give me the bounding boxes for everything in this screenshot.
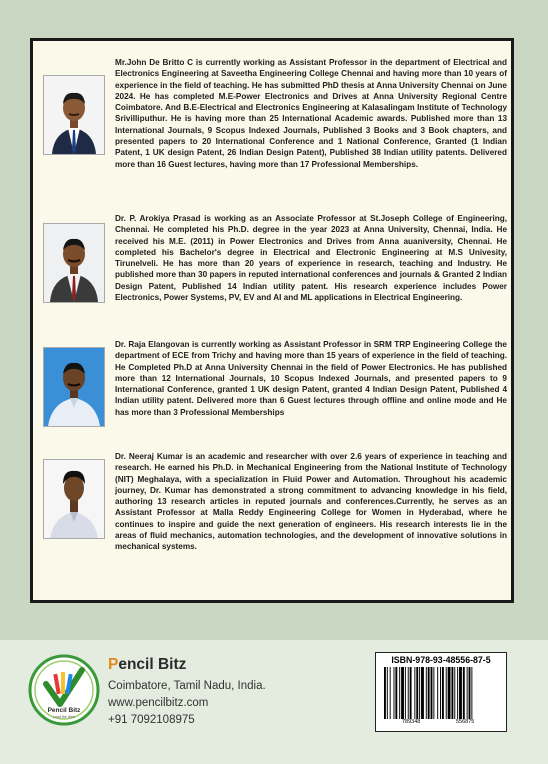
barcode-bar: [437, 667, 438, 719]
author-bio-text: Dr. P. Arokiya Prasad is working as an Associate Professor at St.Joseph College of Engineering, Chennai. He completed his Ph.D. degree in the year 2023 at Anna University, Chennai, India. He received his M.E. (2011) in Power Electronics and Drives from Anna auaniversity, Chennai. He completed his Bachelor's degree in Electrical and Electronic Engineering at M.S Univesity, Tirunelveli. He has more than 20 years of experience in research, teaching and Industry. He published more than 30 papers in reputed international conferences and journals & Granted 2 Indian Design Patent, Published 14 Indian utility patent. His research experience includes Power Electronics, Power Systems, PV, EV and AI and ML applications in Electrical Engineering.: [115, 214, 507, 303]
barcode-bar: [469, 667, 471, 719]
barcode-bars: [384, 667, 500, 719]
barcode-bar: [399, 667, 400, 719]
barcode-bar: [428, 667, 430, 719]
pencil-bitz-logo: [28, 654, 100, 726]
barcode-bar: [459, 667, 462, 719]
barcode-bar: [451, 667, 453, 719]
isbn-barcode: [375, 652, 507, 732]
barcode-bar: [384, 667, 386, 719]
svg-text:Lead the Web: Lead the Web: [53, 715, 75, 719]
publisher-name: [108, 656, 186, 674]
barcode-bar: [426, 667, 427, 719]
barcode-bar: [419, 667, 420, 719]
barcode-bar: [394, 667, 395, 719]
barcode-bar: [448, 667, 451, 719]
author-bio-text: Dr. Raja Elangovan is currently working as Assistant Professor in SRM TRP Engineering College the department of ECE from Trichy and having more than 15 years of experience in the field of teaching. He Completed Ph.D at Anna University Chennai in the field of Power Electronics. He has published more than 12 International Journals, 10 Scopus Indexed Journals, and presented papers to 9 International Conference, granted 1 UK design Patent, granted 4 Indian Design Patent, Published 4 Indian utility patent. Delivered more than 6 Guest lectures through offline and online mode and He has more than 3 Professional Memberships: [115, 340, 507, 417]
author-photo-arokiya-prasad: [43, 223, 105, 303]
barcode-bar: [410, 667, 412, 719]
barcode-bar: [442, 667, 444, 719]
barcode-bar: [414, 667, 415, 719]
isbn-label: ISBN-978-93-48556-87-5: [391, 655, 491, 665]
barcode-bar: [387, 667, 388, 719]
barcode-bar: [433, 667, 434, 719]
svg-text:Pencil Bitz: Pencil Bitz: [47, 707, 81, 714]
barcode-bar: [408, 667, 409, 719]
barcode-bar: [421, 667, 424, 719]
barcode-bar: [467, 667, 468, 719]
barcode-bar: [405, 667, 406, 719]
author-bio-text: Dr. Neeraj Kumar is an academic and researcher with over 2.6 years of experience in teaching and research. He earned his Ph.D. in Mechanical Engineering from the National Institute of Technology (NIT) Meghalaya, with a specialization in Fluid Power and Automation. Throughout his academic journey, Dr. Kumar has demonstrated a strong commitment to advancing knowledge in his field, authoring 13 research articles in reputed journals and conferences.Currently, he serves as an Assistant Professor at Malla Reddy Engineering College for Women in Hyderabad, where he continues to inspire and guide the next generation of engineers. His research interests lie in the areas of fluid mechanics, automation technologies, and the development of innovative solutions in mechanical systems.: [115, 452, 507, 552]
barcode-bar: [416, 667, 418, 719]
publisher-website: www.pencilbitz.com: [108, 697, 209, 709]
barcode-bar: [471, 667, 472, 719]
author-photo-john-de-britto: [43, 75, 105, 155]
barcode-bar: [457, 667, 458, 719]
author-bio-text: Mr.John De Britto C is currently working as Assistant Professor in the department of Electrical and Electronics Engineering at Saveetha Engineering College Chennai and having more than 10 years of experience in the field of teaching. He has submitted PhD thesis at Anna University Chennai on June 2024. He has completed M.E-Power Electronics and Drives at Anna University Regional Centre Coimbatore. And B.E-Electrical and Electronics Engineering at Kalasalingam Institute of Technology Srivilliputhur. He is having more than 25 International Academic awards. Published more than 13 International Journals, 9 Scopus Indexed Journals, Published 3 Books and 3 Book chapters, and presented papers to 20 International Conference and 1 National Conference, Granted (1 Indian Patent, 1 UK design Patent, 26 Indian Design Patent), Published 38 Indian utility patents. Delivered more than 16 Guest lectures, having more than 17 Professional Memberships.: [115, 58, 507, 169]
barcode-bar: [390, 667, 391, 719]
barcode-bar: [395, 667, 397, 719]
publisher-phone: +91 7092108975: [108, 714, 195, 726]
author-photo-raja-elangovan: [43, 347, 105, 427]
barcode-bar: [401, 667, 404, 719]
barcode-bar: [440, 667, 441, 719]
author-bios-panel: [30, 38, 514, 603]
barcode-digits-right: 556875: [456, 719, 475, 725]
publisher-address: Coimbatore, Tamil Nadu, India.: [108, 680, 266, 692]
publisher-name-initial: P: [108, 656, 119, 673]
publisher-name-rest: encil Bitz: [118, 656, 187, 673]
barcode-digits-left: 789348: [402, 719, 421, 725]
author-photo-neeraj-kumar: [43, 459, 105, 539]
barcode-bar: [463, 667, 465, 719]
barcode-bar: [454, 667, 455, 719]
barcode-bar: [446, 667, 447, 719]
barcode-bar: [431, 667, 433, 719]
